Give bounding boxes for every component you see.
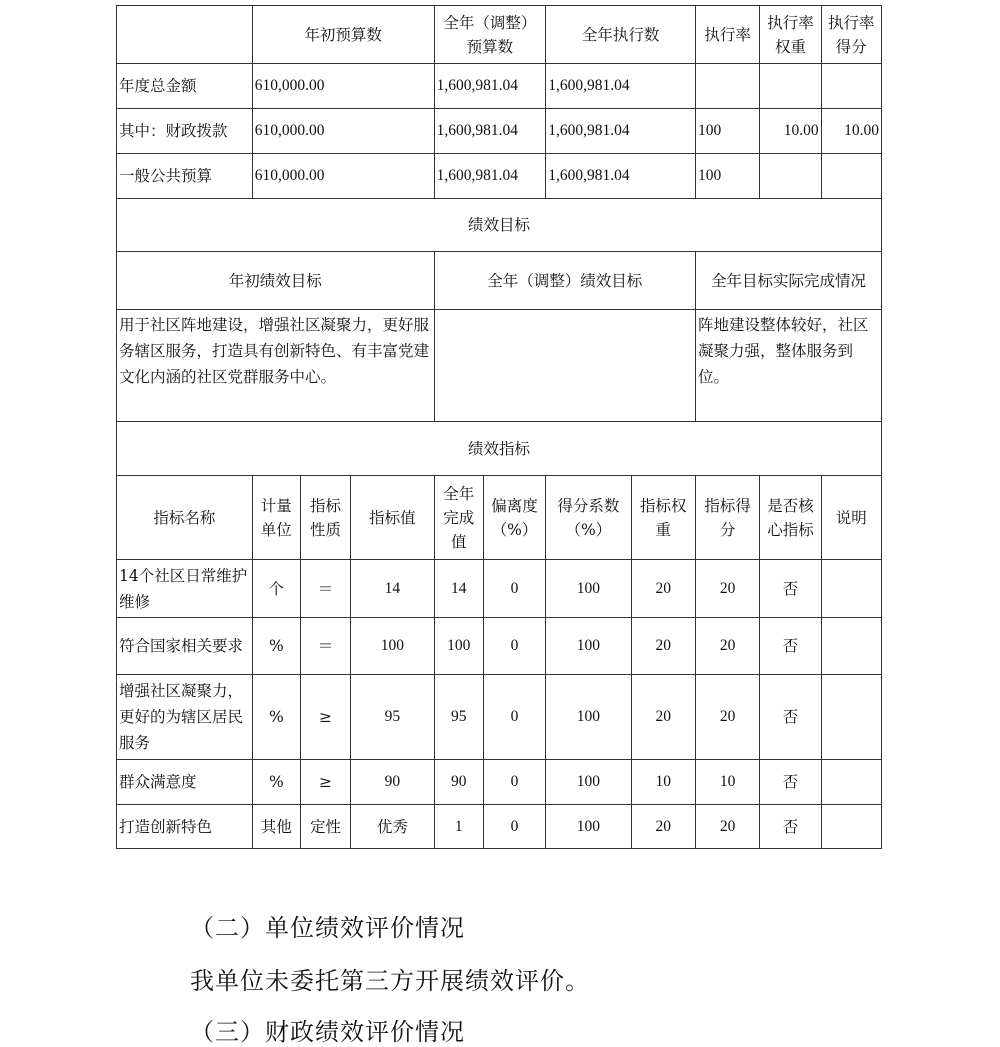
ind-header-target: 指标值	[351, 476, 434, 560]
indicator-weight: 20	[631, 675, 695, 760]
indicator-actual: 100	[434, 618, 483, 675]
ind-header-coef: 得分系数（%）	[546, 476, 631, 560]
ind-header-deviation: 偏离度（%）	[483, 476, 545, 560]
budget-row-rate: 100	[695, 109, 759, 154]
budget-row-initial: 610,000.00	[252, 154, 434, 199]
indicator-core: 否	[760, 760, 821, 805]
budget-row	[117, 109, 882, 154]
budget-row	[117, 154, 882, 199]
indicator-deviation: 0	[483, 618, 545, 675]
indicator-actual: 90	[434, 760, 483, 805]
budget-row-adjusted: 1,600,981.04	[434, 109, 546, 154]
indicators-section-title: 绩效指标	[117, 422, 882, 476]
indicator-nature: ＝	[300, 560, 350, 618]
indicator-core: 否	[760, 560, 821, 618]
goals-content-row	[117, 310, 882, 422]
indicator-score: 20	[695, 618, 759, 675]
budget-row-rate: 100	[695, 154, 759, 199]
indicator-row	[117, 675, 882, 760]
goals-header-actual: 全年目标实际完成情况	[695, 252, 881, 310]
indicator-score: 10	[695, 760, 759, 805]
budget-row-weight	[760, 154, 821, 199]
indicators-title-row	[117, 422, 882, 476]
budget-row-label: 年度总金额	[117, 64, 253, 109]
indicator-row	[117, 560, 882, 618]
indicator-unit: 其他	[252, 805, 300, 849]
indicator-name: 群众满意度	[117, 760, 253, 805]
ind-header-unit: 计量单位	[252, 476, 300, 560]
budget-header-blank	[117, 6, 253, 64]
budget-row-weight	[760, 64, 821, 109]
indicator-nature: 定性	[300, 805, 350, 849]
goals-title-row	[117, 199, 882, 252]
indicator-weight: 10	[631, 760, 695, 805]
ind-header-name: 指标名称	[117, 476, 253, 560]
budget-row-score	[821, 154, 881, 199]
ind-header-actual: 全年完成值	[434, 476, 483, 560]
budget-header-executed: 全年执行数	[546, 6, 696, 64]
indicator-core: 否	[760, 805, 821, 849]
indicator-coef: 100	[546, 560, 631, 618]
indicator-row	[117, 618, 882, 675]
indicator-target: 95	[351, 675, 434, 760]
indicator-unit: 个	[252, 560, 300, 618]
indicator-target: 优秀	[351, 805, 434, 849]
ind-header-score: 指标得分	[695, 476, 759, 560]
goals-section-title: 绩效目标	[117, 199, 882, 252]
budget-row-adjusted: 1,600,981.04	[434, 154, 546, 199]
goals-adjusted-text	[434, 310, 695, 422]
indicator-weight: 20	[631, 805, 695, 849]
ind-header-core: 是否核心指标	[760, 476, 821, 560]
budget-row-score	[821, 64, 881, 109]
indicator-note	[821, 760, 881, 805]
budget-row-executed: 1,600,981.04	[546, 64, 696, 109]
goals-header-initial: 年初绩效目标	[117, 252, 435, 310]
indicator-coef: 100	[546, 675, 631, 760]
indicator-unit: %	[252, 760, 300, 805]
indicator-name: 14个社区日常维护维修	[117, 560, 253, 618]
indicator-weight: 20	[631, 618, 695, 675]
indicator-actual: 14	[434, 560, 483, 618]
indicator-row	[117, 805, 882, 849]
unit-eval-heading: （二）单位绩效评价情况	[190, 914, 465, 942]
indicator-coef: 100	[546, 760, 631, 805]
indicator-name: 符合国家相关要求	[117, 618, 253, 675]
indicator-core: 否	[760, 675, 821, 760]
indicator-target: 90	[351, 760, 434, 805]
budget-row-rate	[695, 64, 759, 109]
indicator-deviation: 0	[483, 805, 545, 849]
indicator-row	[117, 760, 882, 805]
indicators-header-row	[117, 476, 882, 560]
performance-table	[116, 5, 882, 849]
indicator-note	[821, 618, 881, 675]
budget-row	[117, 64, 882, 109]
unit-eval-text: 我单位未委托第三方开展绩效评价。	[190, 967, 590, 995]
indicator-actual: 95	[434, 675, 483, 760]
indicator-coef: 100	[546, 618, 631, 675]
indicator-score: 20	[695, 675, 759, 760]
indicator-deviation: 0	[483, 760, 545, 805]
indicator-nature: ≥	[300, 675, 350, 760]
budget-header-initial: 年初预算数	[252, 6, 434, 64]
budget-row-label: 一般公共预算	[117, 154, 253, 199]
budget-header-weight: 执行率权重	[760, 6, 821, 64]
budget-row-initial: 610,000.00	[252, 109, 434, 154]
budget-row-executed: 1,600,981.04	[546, 109, 696, 154]
indicator-nature: ≥	[300, 760, 350, 805]
indicator-unit: %	[252, 675, 300, 760]
indicator-name: 打造创新特色	[117, 805, 253, 849]
indicator-note	[821, 805, 881, 849]
budget-header-row	[117, 6, 882, 64]
ind-header-weight: 指标权重	[631, 476, 695, 560]
goals-actual-text: 阵地建设整体较好，社区凝聚力强，整体服务到位。	[695, 310, 881, 422]
indicator-deviation: 0	[483, 560, 545, 618]
indicator-nature: ＝	[300, 618, 350, 675]
goals-header-adjusted: 全年（调整）绩效目标	[434, 252, 695, 310]
indicator-deviation: 0	[483, 675, 545, 760]
indicator-note	[821, 675, 881, 760]
budget-row-label: 其中：财政拨款	[117, 109, 253, 154]
indicator-target: 14	[351, 560, 434, 618]
indicator-target: 100	[351, 618, 434, 675]
ind-header-note: 说明	[821, 476, 881, 560]
budget-header-rate: 执行率	[695, 6, 759, 64]
indicator-score: 20	[695, 805, 759, 849]
indicator-coef: 100	[546, 805, 631, 849]
indicator-score: 20	[695, 560, 759, 618]
goals-header-row	[117, 252, 882, 310]
indicator-name: 增强社区凝聚力，更好的为辖区居民服务	[117, 675, 253, 760]
indicator-core: 否	[760, 618, 821, 675]
indicator-note	[821, 560, 881, 618]
indicator-unit: %	[252, 618, 300, 675]
budget-header-adjusted: 全年（调整）预算数	[434, 6, 546, 64]
indicator-actual: 1	[434, 805, 483, 849]
budget-row-executed: 1,600,981.04	[546, 154, 696, 199]
budget-header-score: 执行率得分	[821, 6, 881, 64]
budget-row-initial: 610,000.00	[252, 64, 434, 109]
budget-row-adjusted: 1,600,981.04	[434, 64, 546, 109]
budget-row-score: 10.00	[821, 109, 881, 154]
indicator-weight: 20	[631, 560, 695, 618]
ind-header-nature: 指标性质	[300, 476, 350, 560]
finance-eval-heading: （三）财政绩效评价情况	[190, 1018, 465, 1046]
budget-row-weight: 10.00	[760, 109, 821, 154]
goals-initial-text: 用于社区阵地建设，增强社区凝聚力，更好服务辖区服务，打造具有创新特色、有丰富党建文化内涵的社区党群服务中心。	[117, 310, 435, 422]
